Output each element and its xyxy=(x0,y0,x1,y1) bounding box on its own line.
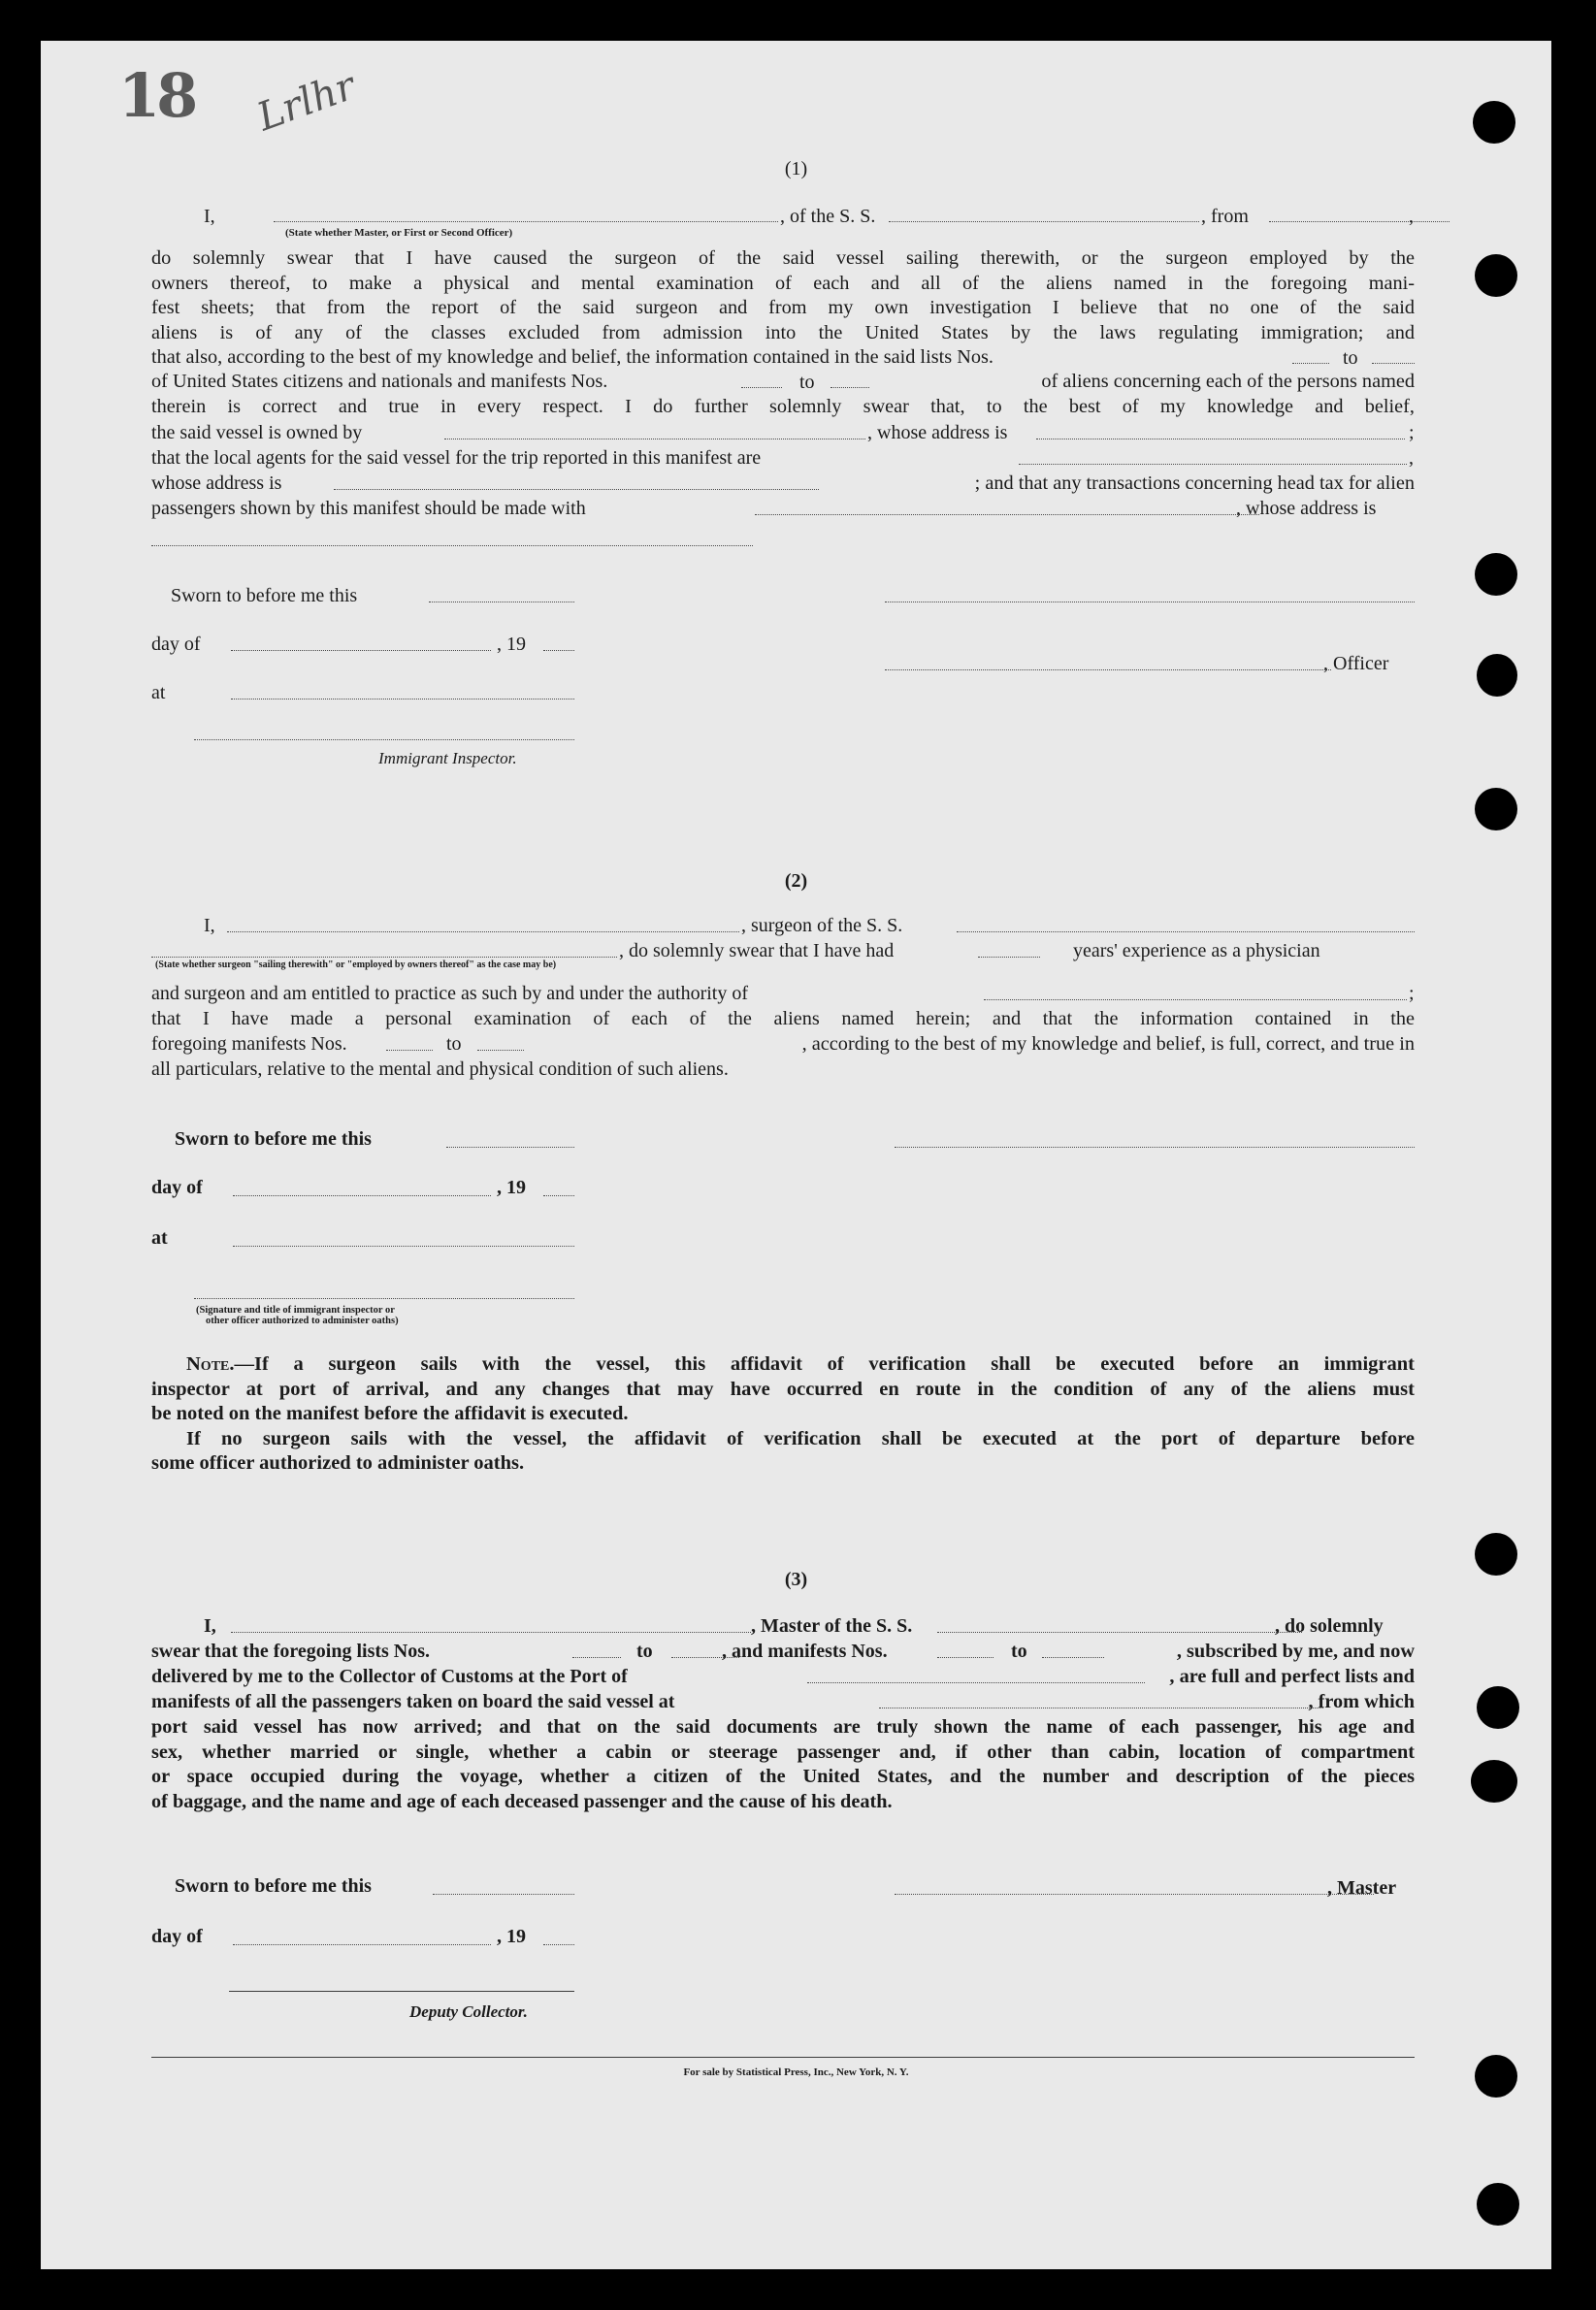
s1-of-ss: , of the S. S. xyxy=(780,206,876,227)
s3-to-2: to xyxy=(1011,1641,1027,1662)
s3-manifests-to-field[interactable] xyxy=(1042,1657,1104,1658)
s2-surgeon-name-field[interactable] xyxy=(227,931,739,932)
s1-agents-comma: , xyxy=(1409,447,1414,469)
footer-rule xyxy=(151,2057,1415,2058)
s3-day-of: day of xyxy=(151,1926,203,1947)
s1-correct xyxy=(151,395,1415,420)
s1-passengers-address-label: , whose address is xyxy=(1236,498,1377,519)
note-line-2b: some officer authorized to administer oaths. xyxy=(151,1452,525,1475)
s1-officer-label: , Officer xyxy=(1323,653,1389,674)
s3-sworn: Sworn to before me this xyxy=(175,1875,372,1897)
s1-from-field[interactable] xyxy=(1269,221,1449,222)
footer-text: For sale by Statistical Press, Inc., New York, N. Y. xyxy=(683,2066,909,2078)
s3-full-lists-text: , are full and perfect lists and xyxy=(1169,1666,1415,1687)
s1-day-of-field[interactable] xyxy=(231,650,491,651)
s1-i: I, xyxy=(204,206,215,227)
s2-signature-hint-1: (Signature and title of immigrant inspector or xyxy=(196,1305,395,1316)
s2-nineteen: , 19 xyxy=(497,1177,526,1198)
s3-do-solemnly: , do solemnly xyxy=(1275,1615,1384,1637)
s1-line: aliens is of any of the classes excluded from admission into the United States by the laws regulating immigration; and xyxy=(151,321,1415,343)
s3-line: of baggage, and the name and age of each deceased passenger and the cause of his death. xyxy=(151,1790,893,1812)
s3-day-of-field[interactable] xyxy=(233,1944,491,1945)
punch-hole xyxy=(1475,254,1517,297)
s1-agents-field[interactable] xyxy=(1019,464,1407,465)
s3-from-which-text: , from which xyxy=(1308,1691,1415,1712)
form-page xyxy=(41,41,1551,2269)
s2-semicolon: ; xyxy=(1409,983,1415,1004)
s1-ship-field[interactable] xyxy=(889,221,1199,222)
s2-at: at xyxy=(151,1227,168,1249)
s1-lists-to: to xyxy=(1343,347,1358,369)
s1-line: do solemnly swear that I have caused the surgeon of the said vessel sailing therewith, or the surgeon employed by the xyxy=(151,247,1415,269)
s1-manifests-to: to xyxy=(799,372,815,393)
s3-full-lists xyxy=(1108,1665,1415,1690)
s2-i: I, xyxy=(204,915,215,936)
s1-passengers-address-field[interactable] xyxy=(151,545,753,546)
s3-subscribed xyxy=(1108,1640,1415,1665)
s2-at-field[interactable] xyxy=(233,1246,574,1247)
s1-agents-address-label: whose address is xyxy=(151,472,282,494)
s1-line: therein is correct and true in every respect. I do further solemnly swear that, to the best of my knowledge and belief, xyxy=(151,396,1415,417)
punch-hole xyxy=(1477,2183,1519,2226)
s3-master-signature-line[interactable] xyxy=(895,1894,1374,1895)
s2-surgeon-of-ss: , surgeon of the S. S. xyxy=(741,915,903,936)
s1-at: at xyxy=(151,682,166,703)
s2-authority-field[interactable] xyxy=(984,999,1407,1000)
s1-nineteen: , 19 xyxy=(497,634,526,655)
s3-delivered: delivered by me to the Collector of Customs at the Port of xyxy=(151,1666,628,1687)
section-2-number: (2) xyxy=(784,870,808,892)
punch-hole xyxy=(1473,101,1515,144)
s1-sworn: Sworn to before me this xyxy=(171,585,358,606)
s2-signature-hint-2: other officer authorized to administer oaths) xyxy=(206,1316,399,1326)
s1-year-field[interactable] xyxy=(543,650,574,651)
s1-head-tax-text: ; and that any transactions concerning head tax for alien xyxy=(974,472,1415,494)
s3-line: port said vessel has now arrived; and that on the said documents are truly shown the name of each passenger, his age and xyxy=(151,1716,1415,1738)
handwritten-scribble: Lrlhr xyxy=(251,63,362,141)
s1-manifests-tail-text: of aliens concerning each of the persons named xyxy=(1041,371,1415,392)
s1-lists-from-field[interactable] xyxy=(1292,363,1329,364)
s1-local-agents: that the local agents for the said vessel for the trip reported in this manifest are xyxy=(151,447,762,469)
s1-head-tax xyxy=(817,472,1415,497)
s2-to: to xyxy=(446,1033,462,1055)
s3-master-name-field[interactable] xyxy=(231,1632,751,1633)
s3-master-of-ss: , Master of the S. S. xyxy=(751,1615,913,1637)
s1-manifests-from-field[interactable] xyxy=(741,387,782,388)
s3-body xyxy=(151,1715,1415,1814)
s1-lists-line xyxy=(151,345,1415,371)
punch-hole xyxy=(1471,1760,1517,1803)
handwritten-number: 18 xyxy=(118,60,195,131)
s1-manifests-to-field[interactable] xyxy=(831,387,869,388)
s2-inspector-signature-line[interactable] xyxy=(194,1298,574,1299)
s1-manifests-line xyxy=(151,370,607,395)
s3-lists-from-field[interactable] xyxy=(572,1657,621,1658)
s2-foregoing: foregoing manifests Nos. xyxy=(151,1033,347,1055)
s2-sworn: Sworn to before me this xyxy=(175,1128,372,1150)
s1-owner-address-label: , whose address is xyxy=(867,422,1008,443)
note-line-1: Note.—If a surgeon sails with the vessel, this affidavit of verification shall be executed before an immigrant xyxy=(186,1353,1415,1375)
s2-year-field[interactable] xyxy=(543,1195,574,1196)
note-block xyxy=(151,1352,1415,1477)
s2-according xyxy=(526,1032,1415,1057)
s1-semicolon: ; xyxy=(1409,422,1415,443)
s3-line: sex, whether married or single, whether a cabin or steerage passenger and, if other than cabin, location of compartment xyxy=(151,1741,1415,1763)
section-1-number: (1) xyxy=(784,158,808,179)
s2-according-text: , according to the best of my knowledge and belief, is full, correct, and true in xyxy=(801,1033,1415,1055)
s2-line: that I have made a personal examination of each of the aliens named herein; and that the information contained in the xyxy=(151,1008,1415,1029)
note-label: Note. xyxy=(186,1353,235,1375)
s3-swear-lists: swear that the foregoing lists Nos. xyxy=(151,1641,431,1662)
s3-master-label: , Master xyxy=(1327,1877,1397,1899)
punch-hole xyxy=(1477,1686,1519,1729)
section-3-number: (3) xyxy=(784,1569,808,1590)
s2-day-of: day of xyxy=(151,1177,203,1198)
s1-lists-text: that also, according to the best of my knowledge and belief, the information contained in the said lists Nos. xyxy=(151,346,993,368)
s2-day-of-field[interactable] xyxy=(233,1195,491,1196)
s3-to-1: to xyxy=(636,1641,653,1662)
s3-from-which xyxy=(1205,1690,1415,1715)
punch-hole xyxy=(1477,654,1517,697)
s2-surgeon-hint: (State whether surgeon "sailing therewith" or "employed by owners thereof" as the case may be) xyxy=(155,960,557,970)
s3-and-manifests: , and manifests Nos. xyxy=(722,1641,888,1662)
s1-line: fest sheets; that from the report of the said surgeon and from my own investigation I believe that no one of the said xyxy=(151,297,1415,319)
s3-manifests-from-field[interactable] xyxy=(937,1657,993,1658)
note-line-2a: If no surgeon sails with the vessel, the affidavit of verification shall be executed at the port of departure before xyxy=(186,1427,1415,1449)
s3-nineteen: , 19 xyxy=(497,1926,526,1947)
s3-deputy-signature-line[interactable] xyxy=(229,1991,574,1992)
s1-day-of: day of xyxy=(151,634,201,655)
s3-sworn-date-field[interactable] xyxy=(433,1894,574,1895)
s2-years-field[interactable] xyxy=(978,957,1040,958)
s1-officer-field[interactable] xyxy=(274,221,778,222)
s3-manifests-all: manifests of all the passengers taken on board the said vessel at xyxy=(151,1691,675,1712)
s1-inspector-signature-line[interactable] xyxy=(194,739,574,740)
s1-passengers: passengers shown by this manifest should be made with xyxy=(151,498,586,519)
s1-inspector-label: Immigrant Inspector. xyxy=(378,749,517,767)
s1-line: owners thereof, to make a physical and mental examination of each and all of the aliens named in the foregoing mani- xyxy=(151,272,1415,294)
s2-all-particulars: all particulars, relative to the mental and physical condition of such aliens. xyxy=(151,1058,729,1080)
s2-ship-field[interactable] xyxy=(957,931,1415,932)
s1-manifests-tail xyxy=(875,370,1415,395)
s3-ship-field[interactable] xyxy=(937,1632,1302,1633)
s3-year-field[interactable] xyxy=(543,1944,574,1945)
s1-at-field[interactable] xyxy=(231,699,574,700)
s1-from: , from xyxy=(1201,206,1249,227)
s1-owned-by: the said vessel is owned by xyxy=(151,422,363,443)
s1-head-tax-agent-field[interactable] xyxy=(755,514,1259,515)
s1-end-comma: , xyxy=(1409,206,1414,227)
s1-manifests-text: of United States citizens and nationals and manifests Nos. xyxy=(151,371,608,392)
punch-hole xyxy=(1475,553,1517,596)
s2-surgeon-signature-line[interactable] xyxy=(895,1147,1415,1148)
s1-lists-to-field[interactable] xyxy=(1372,363,1415,364)
s2-manifest-from-field[interactable] xyxy=(386,1050,433,1051)
s2-years: years' experience as a physician xyxy=(1073,940,1320,961)
note-line: be noted on the manifest before the affidavit is executed. xyxy=(151,1403,629,1425)
s1-body xyxy=(151,246,1415,345)
s1-officer-name-field[interactable] xyxy=(885,669,1331,670)
s3-i: I, xyxy=(204,1615,216,1637)
punch-hole xyxy=(1475,788,1517,830)
s2-surgeon-type-field[interactable] xyxy=(151,957,617,958)
s3-line: or space occupied during the voyage, whether a citizen of the United States, and the number and description of the pieces xyxy=(151,1766,1415,1788)
s2-authority: and surgeon and am entitled to practice as such by and under the authority of xyxy=(151,983,748,1004)
s3-subscribed-text: , subscribed by me, and now xyxy=(1176,1641,1415,1662)
s3-port-field[interactable] xyxy=(807,1682,1145,1683)
s2-sworn-date-field[interactable] xyxy=(446,1147,574,1148)
s1-agents-address-field[interactable] xyxy=(334,489,819,490)
note-line: inspector at port of arrival, and any changes that may have occurred en route in the condition of any of the aliens must xyxy=(151,1378,1415,1400)
s3-deputy-label: Deputy Collector. xyxy=(409,2002,528,2021)
s2-swear: , do solemnly swear that I have had xyxy=(619,940,895,961)
s1-officer-hint: (State whether Master, or First or Second Officer) xyxy=(285,227,513,239)
s2-exam xyxy=(151,1007,1415,1032)
s2-manifest-to-field[interactable] xyxy=(477,1050,524,1051)
